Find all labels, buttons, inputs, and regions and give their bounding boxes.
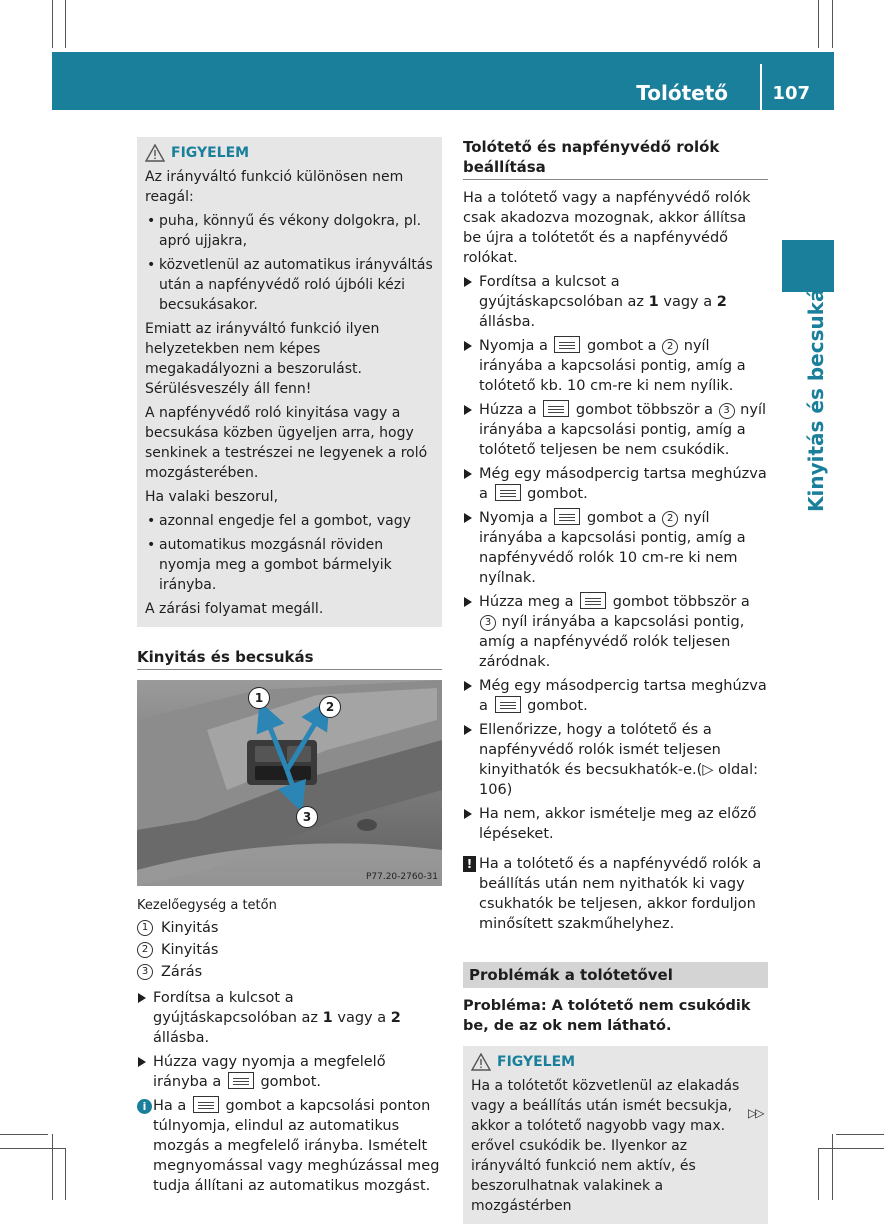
- step-text: Húzza a: [479, 402, 542, 418]
- step-text: Nyomja a: [479, 338, 553, 354]
- control-unit-photo: [137, 680, 442, 886]
- info-text: gombot a kapcsolási ponton túlnyomja, elindul az automatikus mozgás a megfelelő irányba. Ismételt megnyomással vagy meghúzással meg tudja állítani az automatikus mozgást.: [153, 1098, 440, 1194]
- crop-mark: [818, 1148, 819, 1200]
- crop-mark: [832, 0, 833, 48]
- left-column: [137, 137, 442, 1196]
- info-note: [137, 1096, 442, 1196]
- warning-header: [471, 1052, 760, 1072]
- warning-paragraph: Ha a tolótetőt közvetlenül az elakadás vagy a beállítás után ismét becsukja, akkor a tolótető nagyobb vagy max. erővel csukódik be. Ilyenkor az irányváltó funkció nem aktív, és beszorulhatnak valakinek a mozgástérben: [471, 1078, 740, 1214]
- roof-button-icon: [580, 592, 606, 609]
- step-item: [463, 400, 768, 460]
- step-item: [463, 336, 768, 396]
- step-item: [137, 988, 442, 1048]
- info-icon: i: [137, 1099, 152, 1114]
- roof-button-icon: [554, 508, 580, 525]
- callout-1: 1: [248, 687, 270, 709]
- step-item: Ellenőrizze, hogy a tolótető és a napfényvédő rolók ismét teljesen kinyithatók és becsukhatók-e.(▷ oldal: 106): [463, 720, 768, 800]
- intro-paragraph: Ha a tolótető vagy a napfényvédő rolók csak akadozva mozognak, akkor állítsa be újra a tolótetőt és a napfényvédő rolókat.: [463, 190, 751, 266]
- legend-label: Kinyitás: [161, 942, 219, 958]
- step-text: állásba.: [479, 314, 536, 330]
- crop-mark: [836, 1134, 884, 1135]
- list-item: • azonnal engedje fel a gombot, vagy: [145, 511, 434, 531]
- roof-button-icon: [495, 696, 521, 713]
- section-heading: Kinyitás és becsukás: [137, 647, 442, 670]
- next-page-marker: ▷▷: [748, 1106, 763, 1120]
- number-marker: 2: [662, 339, 678, 355]
- right-column: [463, 137, 768, 1224]
- step-text: 1: [648, 294, 659, 310]
- crop-mark: [0, 1148, 66, 1149]
- roof-button-icon: [228, 1072, 254, 1089]
- step-list: [137, 988, 442, 1092]
- step-text: Húzza meg a: [479, 594, 579, 610]
- legend-label: Kinyitás: [161, 920, 219, 936]
- step-text: gombot a: [582, 338, 662, 354]
- warning-list: [145, 511, 434, 595]
- number-marker: 3: [137, 964, 153, 980]
- roof-button-icon: [543, 400, 569, 417]
- roof-button-icon: [193, 1096, 219, 1113]
- step-text: gombot.: [522, 486, 588, 502]
- step-text: nyíl irányába a kapcsolási pontig, amíg a napfényvédő rolók 10 cm-re ki nem nyílnak.: [479, 510, 746, 586]
- problem-title: Probléma: A tolótető nem csukódik be, de az ok nem látható.: [463, 998, 751, 1034]
- roof-button-icon: [495, 484, 521, 501]
- step-text: gombot a: [582, 510, 662, 526]
- step-text: Még egy másodpercig tartsa meghúzva a: [479, 678, 767, 714]
- overhead-control-illustration: [137, 680, 442, 886]
- step-text: 2: [716, 294, 727, 310]
- warning-label: FIGYELEM: [171, 145, 250, 161]
- step-text: 1: [322, 1010, 333, 1026]
- step-text: 2: [390, 1010, 401, 1026]
- step-item: [463, 272, 768, 332]
- step-text: nyíl irányába a kapcsolási pontig, amíg a tolótető kb. 10 cm-re ki nem nyílik.: [479, 338, 746, 394]
- warning-paragraph: A zárási folyamat megáll.: [145, 601, 324, 617]
- step-text: nyíl irányába a kapcsolási pontig, amíg a tolótető teljesen be nem csukódik.: [479, 402, 766, 458]
- legend-item: [137, 918, 442, 938]
- crop-mark: [818, 1148, 884, 1149]
- warning-header: [145, 143, 434, 163]
- warning-label: FIGYELEM: [497, 1054, 576, 1070]
- section-heading: Tolótető és napfényvédő rolók beállítása: [463, 137, 768, 180]
- crop-mark: [818, 0, 819, 48]
- info-text: Ha a: [153, 1098, 191, 1114]
- step-item: [463, 592, 768, 672]
- page-number: 107: [772, 83, 810, 104]
- crop-mark: [52, 0, 53, 48]
- warning-box: [137, 137, 442, 627]
- note-text: Ha a tolótető és a napfényvédő rolók a beállítás után nem nyithatók ki vagy csukhatók be teljesen, akkor forduljon minősített szakműhelyhez.: [479, 856, 762, 932]
- number-marker: 1: [137, 920, 153, 936]
- caution-note: [463, 854, 768, 934]
- side-tab-label: Kinyitás és becsukás: [804, 276, 828, 512]
- crop-mark: [65, 0, 66, 48]
- callout-2: 2: [319, 696, 341, 718]
- warning-triangle-icon: [145, 144, 165, 162]
- step-item: Ha nem, akkor ismételje meg az előző lépéseket.: [463, 804, 768, 844]
- page-header: [52, 52, 834, 110]
- problems-section-bar: Problémák a tolótetővel: [463, 962, 768, 988]
- number-marker: 3: [480, 615, 496, 631]
- list-item: • közvetlenül az automatikus irányváltás után a napfényvédő roló újbóli kézi becsukásakor.: [145, 255, 434, 315]
- roof-button-icon: [554, 336, 580, 353]
- step-text: Húzza vagy nyomja a megfelelő irányba a: [153, 1054, 386, 1090]
- list-item: • automatikus mozgásnál röviden nyomja meg a gombot bármelyik irányba.: [145, 535, 434, 595]
- number-marker: 2: [662, 511, 678, 527]
- legend-item: [137, 940, 442, 960]
- legend-label: Zárás: [161, 964, 203, 980]
- step-text: Nyomja a: [479, 510, 553, 526]
- warning-paragraph: A napfényvédő roló kinyitása vagy a becsukása közben ügyeljen arra, hogy senkinek a testrészei ne legyenek a roló mozgásterében.: [145, 405, 428, 481]
- step-item: [463, 508, 768, 588]
- step-text: nyíl irányába a kapcsolási pontig, amíg a napfényvédő rolók teljesen záródnak.: [479, 614, 745, 670]
- step-text: Fordítsa a kulcsot a gyújtáskapcsolóban az: [153, 990, 323, 1026]
- warning-intro: Az irányváltó funkció különösen nem reagál:: [145, 169, 404, 205]
- step-list: [463, 272, 768, 844]
- crop-mark: [0, 1134, 48, 1135]
- legend-item: [137, 962, 442, 982]
- crop-mark: [65, 1148, 66, 1200]
- warning-paragraph: Emiatt az irányváltó funkció ilyen helyzetekben nem képes megakadályozni a beszorulást. Sérülésveszély áll fenn!: [145, 321, 380, 397]
- step-item: [463, 676, 768, 716]
- step-text: állásba.: [153, 1030, 210, 1046]
- step-text: vagy a: [658, 294, 717, 310]
- warning-list: [145, 211, 434, 315]
- header-divider: [760, 64, 762, 110]
- left-body: [137, 896, 442, 1196]
- crop-mark: [832, 1134, 833, 1200]
- number-marker: 2: [137, 942, 153, 958]
- warning-paragraph: Ha valaki beszorul,: [145, 489, 279, 505]
- warning-box: [463, 1046, 768, 1224]
- step-text: gombot.: [255, 1074, 322, 1090]
- number-marker: 3: [719, 403, 735, 419]
- step-text: gombot.: [522, 698, 588, 714]
- figure-code: P77.20-2760-31: [365, 872, 438, 882]
- step-text: gombot többször a: [571, 402, 718, 418]
- step-item: [463, 464, 768, 504]
- chapter-title: Tolótető: [636, 81, 728, 105]
- step-text: vagy a: [332, 1010, 391, 1026]
- right-body: [463, 188, 768, 1224]
- crop-mark: [52, 1134, 53, 1200]
- callout-3: 3: [296, 806, 318, 828]
- list-item: • puha, könnyű és vékony dolgokra, pl. apró ujjakra,: [145, 211, 434, 251]
- figure-caption: Kezelőegység a tetőn: [137, 898, 277, 913]
- step-text: Még egy másodpercig tartsa meghúzva a: [479, 466, 767, 502]
- exclamation-icon: !: [463, 856, 476, 872]
- step-text: gombot többször a: [608, 594, 750, 610]
- warning-triangle-icon: [471, 1053, 491, 1071]
- step-text: Fordítsa a kulcsot a gyújtáskapcsolóban az: [479, 274, 649, 310]
- step-item: [137, 1052, 442, 1092]
